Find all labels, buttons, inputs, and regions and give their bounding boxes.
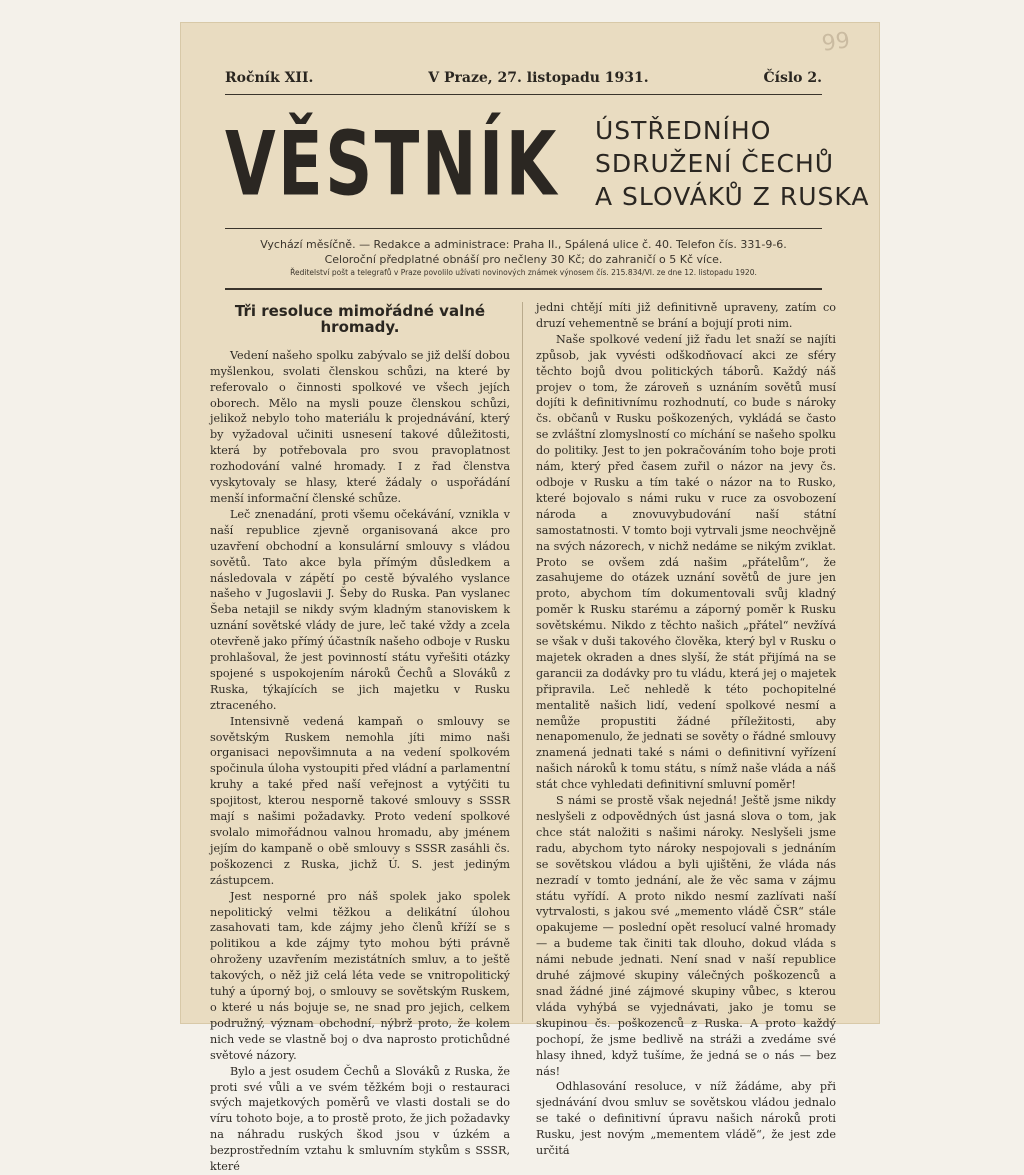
place-date: V Praze, 27. listopadu 1931. [428,70,649,86]
paragraph: jedni chtějí míti již definitivně upraveny, zatím co druzí vehementně se brání a bojují proti nim. [536,301,836,330]
top-rule [225,94,822,95]
paragraph: Vedení našeho spolku zabývalo se již delší dobou myšlenkou, svolati členskou schůzi, na které by referovalo o činnosti spolkové ve všech jejích oborech. Mělo na mysli pouze členskou schůzi, jelikož nebylo toho materiálu k projednávání, který by vyžadoval učiniti usnesení takové důležitosti, která by potřebovala pro svou pravoplatnost rozhodování valné hromady. I z řad členstva vyskytovaly se hlasy, které žádaly o uspořádání menší informační členské schůze. [210,348,510,505]
info-line-1: Vychází měsíčně. — Redakce a administrace: Praha II., Spálená ulice č. 40. Telefon čís. 331-9-6. [260,238,787,251]
info-rule [225,288,822,290]
paragraph: Leč znenadání, proti všemu očekávání, vznikla v naší republice zjevně organisovaná akce pro uzavření obchodní a konsulární smlouvy s vládou sovětů. Tato akce byla přímým důsledkem a následovala v zápětí po cestě bývalého vyslance našeho v Jugoslavii J. Šeby do Ruska. Pan vyslanec Šeba netajil se nikdy svým kladným stanoviskem k uznání sovětské vlády de jure, leč také vždy a zcela otevřeně jako přímý účastník našeho odboje v Rusku prohlašoval, že jest povinností státu vyřešiti otázky spojené s uspokojením nároků Čechů a Slováků z Ruska, týkajících se jich majetku v Rusku ztraceného. [210,507,510,712]
issue-number: Číslo 2. [763,70,822,86]
volume-label: Ročník XII. [225,70,314,86]
newspaper-page [180,22,880,1174]
publication-info [225,237,822,279]
masthead-rule [225,228,822,229]
paragraph: Jest nesporné pro náš spolek jako spolek nepolitický velmi těžkou a delikátní úlohou zasahovati tam, kde zájmy jeho členů kříží se s politikou a kde zájmy tyto mohou býti právně ohroženy uzavřením mezistátních smluv, a to ještě takových, o něž již celá léta vede se vnitropolitický tuhý a úporný boj, o smlouvy se sovětským Ruskem, o které u nás bojuje se, ne snad pro jejich, celkem podružný, význam obchodní, nýbrž proto, že kolem nich vede se vlastně boj o dva naprosto protichůdné světové názory. [210,889,510,1062]
paragraph: Intensivně vedená kampaň o smlouvy se sovětským Ruskem nemohla jíti mimo naši organisaci nepovšimnuta a na vedení spolkovém spočinula úloha vystoupiti před vládní a parlamentní kruhy a také před naší veřejnost a vytýčiti tu spojitost, kterou nesporně takové smlouvy s SSSR mají s našimi požadavky. Proto vedení spolkové svolalo mimořádnou valnou hromadu, aby jménem jejím do kampaně o obě smlouvy s SSSR zasáhli čs. poškozenci z Ruska, jichž Ú. S. jest jediným zástupcem. [210,714,510,887]
paragraph: Odhlasování resoluce, v níž žádáme, aby při sjednávání dvou smluv se sovětskou vládou jednalo se také o definitivní úpravu našich nároků proti Rusku, jest novým „mementem vládě“, že jest zde určitá [536,1080,836,1158]
info-line-2: Celoroční předplatné obnáší pro nečleny 30 Kč; do zahraničí o 5 Kč více. [324,253,723,266]
paragraph: Bylo a jest osudem Čechů a Slováků z Ruska, že proti své vůli a ve svém těžkém boji o restauraci svých majetkových poměrů ve vlasti dostali se do víru tohoto boje, a to prostě proto, že jich požadavky na náhradu ruských škod jsou v úzkém a bezprostředním vztahu k smluvním stykům s SSSR, které [210,1064,510,1174]
subtitle-line-1: ÚSTŘEDNÍHO [595,116,772,145]
column-divider [522,302,523,1022]
dateline [225,70,822,86]
left-column [210,298,510,1174]
right-column [536,300,836,1158]
masthead-subtitle [595,114,869,213]
paragraph: S námi se prostě však nejedná! Ještě jsme nikdy neslyšeli z odpovědných úst jasná slova o tom, jak chce stát naložiti s našimi nároky. Neslyšeli jsme radu, abychom tyto nároky nespojovali s jednáním se sovětskou vládou a byli ujištěni, že vláda nás nezradí v tomto jednání, ale že věc sama v zájmu státu vyřídí. A proto nikdo nesmí zazlívati naší vytrvalosti, s jakou své „memento vládě ČSR“ stále opakujeme — poslední opět resolucí valné hromady — a budeme tak činiti tak dlouho, dokud vláda s námi nebude jednati. Není snad v naší republice druhé zájmové skupiny válečných poškozenců a snad žádné jiné zájmové skupiny vůbec, s kterou vláda vyhýbá se vyjednávati, jako je tomu se skupinou čs. poškozenců z Ruska. A proto každý pochopí, že jsme bedlivě na stráži a zvedáme své hlasy ihned, když tušíme, že jedná se o nás — bez nás! [536,794,836,1078]
subtitle-line-2: SDRUŽENÍ ČECHŮ [595,149,835,178]
article-title: Tři resoluce mimořádné valné hromady. [234,302,486,336]
handwritten-note: 99 [820,28,852,57]
masthead-title: VĚSTNÍK [225,112,559,215]
paragraph: Naše spolkové vedení již řadu let snaží se najíti způsob, jak vyvésti odškodňovací akci ze sféry těchto bojů dvou politických táborů. Každý náš projev o tom, že zároveň s uznáním sovětů musí dojíti k definitivnímu rozhodnutí, co bude s nároky čs. občanů v Rusku poškozených, vykládá se často se zvláštní zlomyslností co míchání se našeho spolku do politiky. Jest to jen pokračováním toho boje proti nám, který před časem zuřil o názor na jevy čs. odboje v Rusku a tím také o názor na to Rusko, které bojovalo s námi ruku v ruce za osvobození národa a znovuvybudování naší státní samostatnosti. V tomto boji vytrvali jsme neochvějně na svých názorech, v nichž nedáme se nikým zviklat. Proto se ovšem zdá našim „přátelům“, že zasahujeme do otázek uznání sovětů de jure jen proto, abychom tím dokumentovali svůj kladný poměr k Rusku starému a záporný poměr k Rusku sovětskému. Nikdo z těchto našich „přátel“ nevžívá se však v duši takového člověka, který byl v Rusku o majetek okraden a dnes slyší, že stát přijímá na se garancii za dodávky pro tu vládu, která jej o majetek připravila. Leč nehledě k této pochopitelné mentalitě našich lidí, vedení spolkové nesmí a nemůže propustiti žádné příležitosti, aby nenapomenulo, že jednati se sověty o řádné smlouvy znamená jednati také s námi o definitivní vyřízení našich nároků k tomu státu, s nímž naše vláda a náš stát chce vyhledati definitivní smluvní poměr! [536,332,836,792]
subtitle-line-3: A SLOVÁKŮ Z RUSKA [595,182,870,211]
masthead [225,114,869,213]
info-line-3: Ředitelství pošt a telegrafů v Praze povolilo užívati novinových známek výnosem čís. 215.834/VI. ze dne 12. listopadu 1920. [290,268,757,277]
